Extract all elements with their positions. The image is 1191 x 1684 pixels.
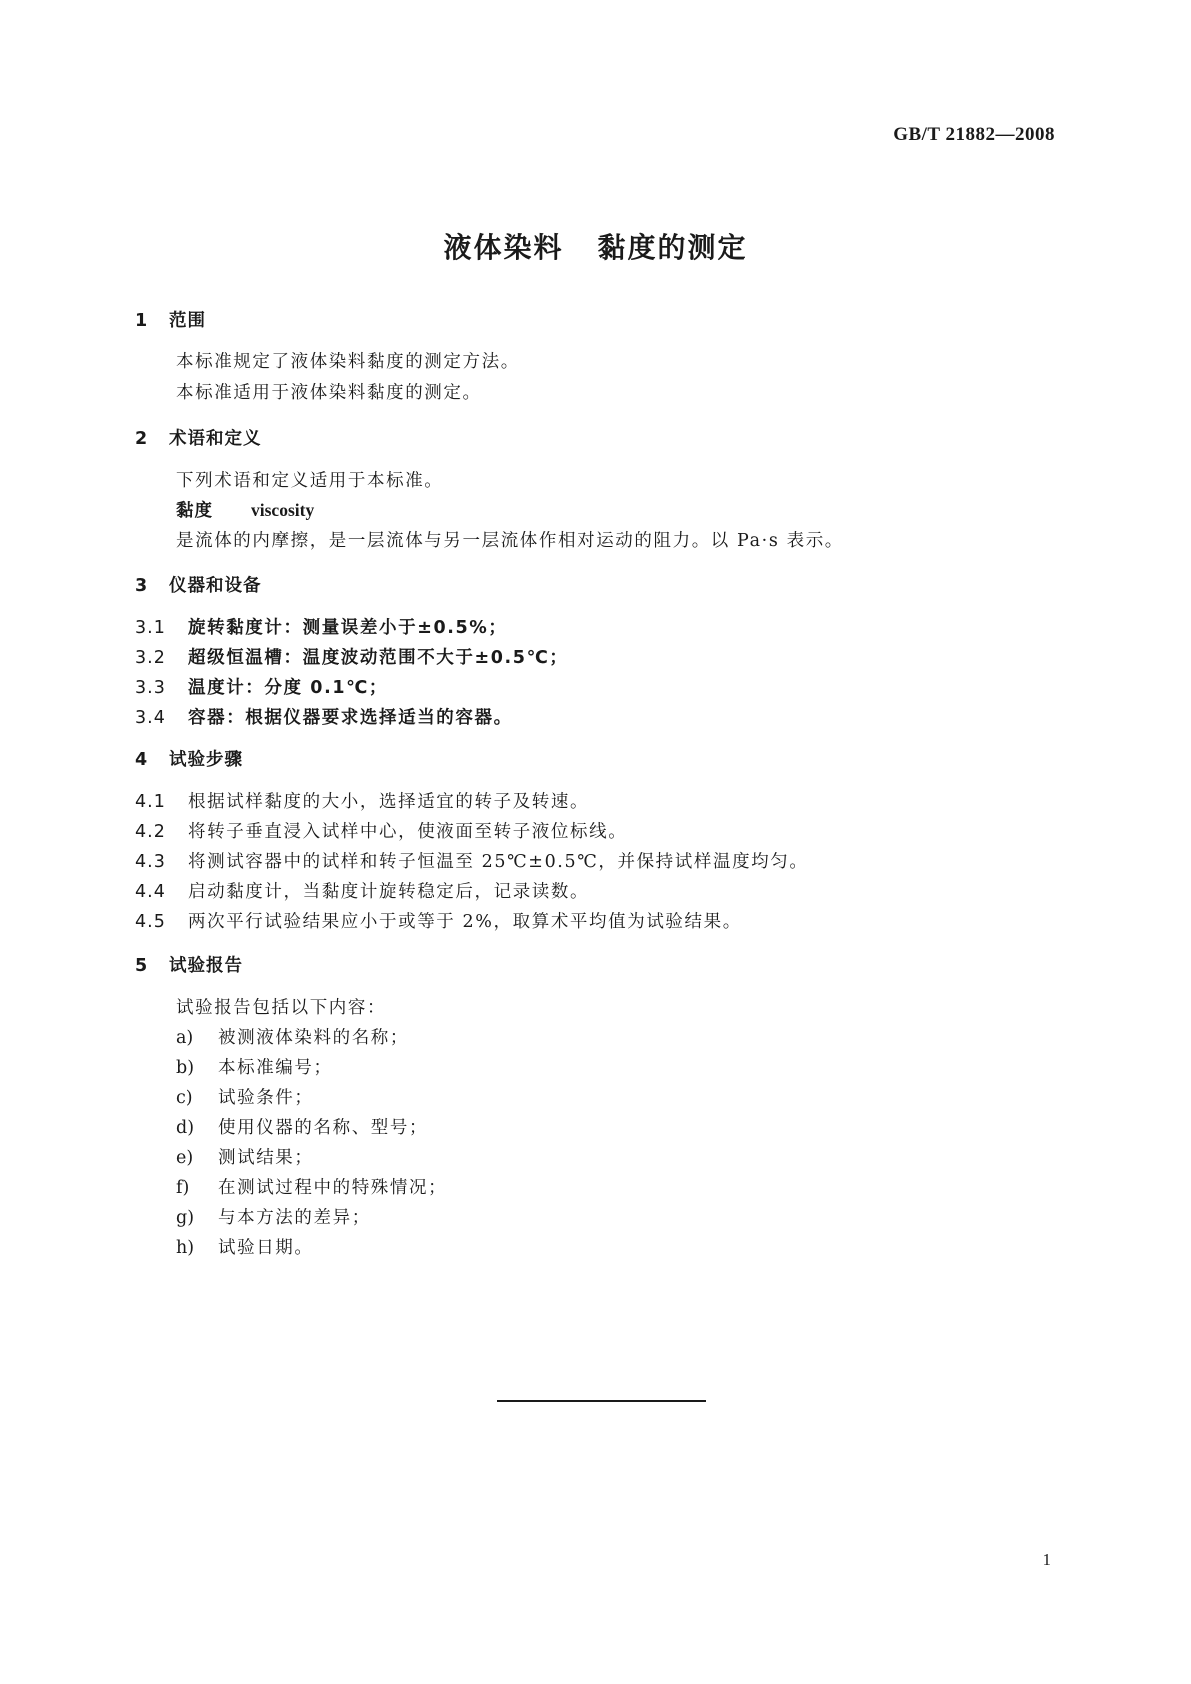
list-label: f) [176, 1178, 190, 1198]
page-number: 1 [1042, 1550, 1051, 1569]
section-5-heading [135, 952, 243, 977]
section-3-item [135, 644, 568, 669]
item-number: 4.3 [135, 852, 166, 872]
report-list-item [176, 1174, 447, 1199]
report-list-item [176, 1204, 371, 1229]
document-title [0, 226, 1191, 266]
list-text: 被测液体染料的名称； [218, 1028, 409, 1048]
section-3-title: 仪器和设备 [169, 576, 262, 596]
item-text: 两次平行试验结果应小于或等于 2%，取算术平均值为试验结果。 [188, 912, 742, 932]
list-text: 与本方法的差异； [218, 1208, 371, 1228]
section-1-paragraph: 本标准规定了液体染料黏度的测定方法。 [176, 352, 520, 372]
item-text: 将转子垂直浸入试样中心，使液面至转子液位标线。 [188, 822, 628, 842]
section-4-item [135, 848, 808, 873]
item-text: 温度计：分度 0.1℃； [188, 678, 388, 698]
report-list-item [176, 1234, 314, 1259]
title-part1: 液体染料 [443, 231, 564, 264]
item-text: 根据试样黏度的大小，选择适宜的转子及转速。 [188, 792, 590, 812]
section-2-intro: 下列术语和定义适用于本标准。 [176, 471, 444, 491]
section-4-heading [135, 746, 243, 771]
section-2-heading [135, 425, 262, 450]
section-4-number: 4 [135, 750, 149, 770]
section-5-number: 5 [135, 956, 149, 976]
report-list-item [176, 1054, 333, 1079]
item-text: 将测试容器中的试样和转子恒温至 25℃±0.5℃，并保持试样温度均匀。 [188, 852, 809, 872]
term-english: viscosity [251, 500, 315, 520]
section-4-title: 试验步骤 [169, 750, 243, 770]
section-3-item [135, 674, 388, 699]
section-3-item [135, 704, 513, 729]
section-1-number: 1 [135, 311, 149, 331]
section-4-item [135, 788, 589, 813]
standard-code: GB/T 21882—2008 [893, 124, 1055, 145]
title-part2: 黏度的测定 [597, 231, 748, 264]
item-text: 旋转黏度计：测量误差小于±0.5%； [188, 618, 508, 638]
section-4-item [135, 818, 627, 843]
section-3-heading [135, 572, 262, 597]
section-3-item [135, 614, 508, 639]
item-number: 4.4 [135, 882, 166, 902]
list-text: 本标准编号； [218, 1058, 333, 1078]
term-definition: 是流体的内摩擦，是一层流体与另一层流体作相对运动的阻力。以 Pa·s 表示。 [176, 531, 844, 551]
term-chinese: 黏度 [176, 501, 213, 521]
list-text: 测试结果； [218, 1148, 314, 1168]
report-list-item [176, 1114, 428, 1139]
item-text: 启动黏度计，当黏度计旋转稳定后，记录读数。 [188, 882, 590, 902]
section-1-heading [135, 307, 206, 332]
item-number: 3.3 [135, 678, 166, 698]
item-text: 容器：根据仪器要求选择适当的容器。 [188, 708, 513, 728]
item-text: 超级恒温槽：温度波动范围不大于±0.5℃； [188, 648, 569, 668]
item-number: 3.4 [135, 708, 166, 728]
section-3-number: 3 [135, 576, 149, 596]
list-label: c) [176, 1088, 193, 1108]
report-list-item [176, 1144, 314, 1169]
section-4-item [135, 878, 589, 903]
list-label: e) [176, 1148, 194, 1168]
section-5-intro: 试验报告包括以下内容： [176, 998, 387, 1018]
section-1-paragraph: 本标准适用于液体染料黏度的测定。 [176, 383, 482, 403]
section-2-number: 2 [135, 429, 149, 449]
list-text: 试验日期。 [218, 1238, 314, 1258]
list-label: h) [176, 1238, 195, 1258]
item-number: 4.1 [135, 792, 166, 812]
item-number: 3.1 [135, 618, 166, 638]
list-label: a) [176, 1028, 194, 1048]
section-2-title: 术语和定义 [169, 429, 262, 449]
list-text: 使用仪器的名称、型号； [218, 1118, 429, 1138]
item-number: 4.5 [135, 912, 166, 932]
end-rule [497, 1400, 706, 1402]
section-4-item [135, 908, 742, 933]
list-label: b) [176, 1058, 195, 1078]
list-label: d) [176, 1118, 195, 1138]
report-list-item [176, 1084, 314, 1109]
item-number: 4.2 [135, 822, 166, 842]
term-entry [176, 497, 314, 522]
report-list-item [176, 1024, 409, 1049]
section-5-title: 试验报告 [169, 956, 243, 976]
item-number: 3.2 [135, 648, 166, 668]
list-text: 在测试过程中的特殊情况； [218, 1178, 448, 1198]
section-1-title: 范围 [169, 311, 206, 331]
list-text: 试验条件； [218, 1088, 314, 1108]
list-label: g) [176, 1208, 195, 1228]
